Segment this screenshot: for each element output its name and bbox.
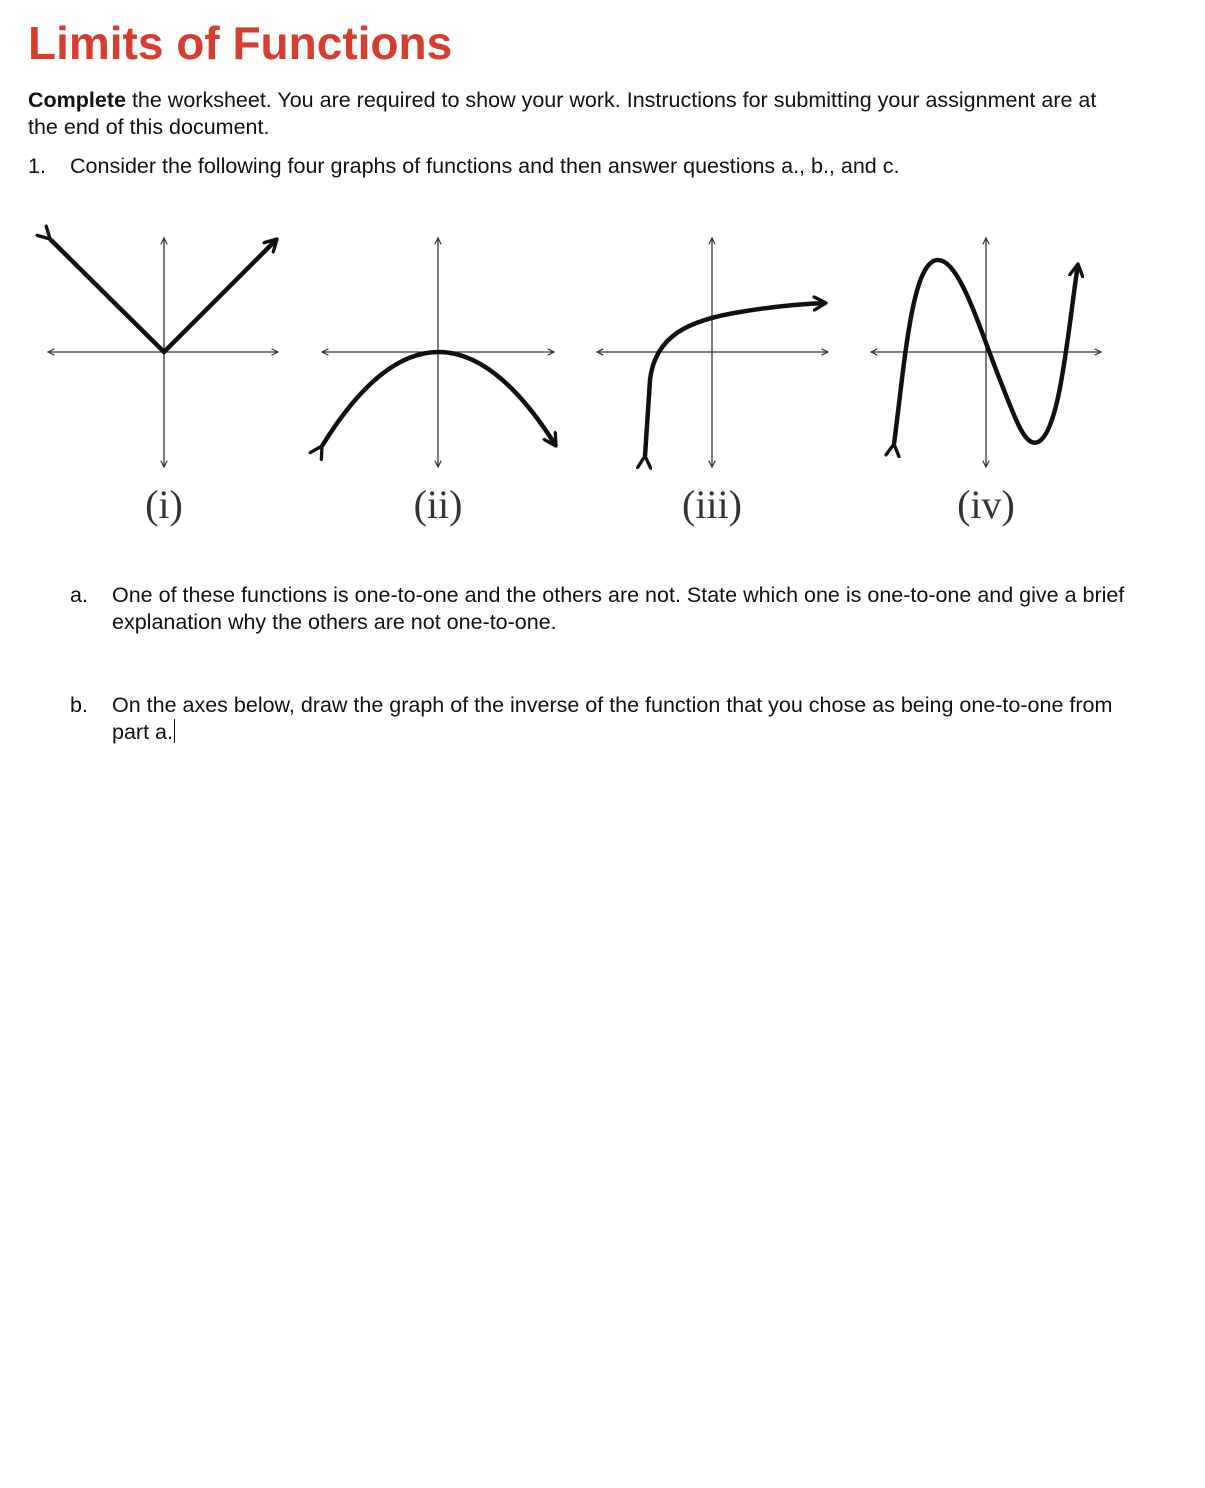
function-graphs-figure: [0, 220, 1205, 540]
graph-label-ii: (ii): [413, 482, 463, 527]
graph-label-iii: (iii): [682, 482, 742, 527]
log-curve: [645, 303, 826, 456]
page-title: Limits of Functions: [28, 17, 453, 69]
graph-i: [48, 238, 278, 527]
question-part-a: [70, 582, 1130, 636]
part-b-letter: b.: [70, 693, 88, 717]
intro-text: the worksheet. You are required to show your work. Instructions for submitting your assignment are at the end of this document.: [28, 88, 1097, 139]
intro-paragraph: [28, 87, 1128, 141]
question-part-b[interactable]: [70, 692, 1130, 746]
intro-bold-word: Complete: [28, 88, 126, 112]
part-b-text-wrap[interactable]: [112, 692, 1130, 746]
graph-label-i: (i): [145, 482, 183, 527]
question-1: [28, 153, 899, 180]
text-cursor: [174, 719, 175, 743]
graph-iv: [871, 238, 1101, 527]
graph-ii: [322, 238, 556, 527]
parabola-curve: [322, 352, 556, 446]
part-b-text[interactable]: On the axes below, draw the graph of the inverse of the function that you chose as being one-to-one from part a.: [112, 693, 1113, 744]
graph-label-iv: (iv): [957, 482, 1015, 527]
question-text: Consider the following four graphs of functions and then answer questions a., b., and c.: [70, 154, 900, 178]
part-a-text: One of these functions is one-to-one and the others are not. State which one is one-to-one and give a brief explanation why the others are not one-to-one.: [112, 583, 1125, 634]
part-a-letter: a.: [70, 583, 88, 607]
graph-iii: [597, 238, 828, 527]
question-number: 1.: [28, 154, 46, 178]
